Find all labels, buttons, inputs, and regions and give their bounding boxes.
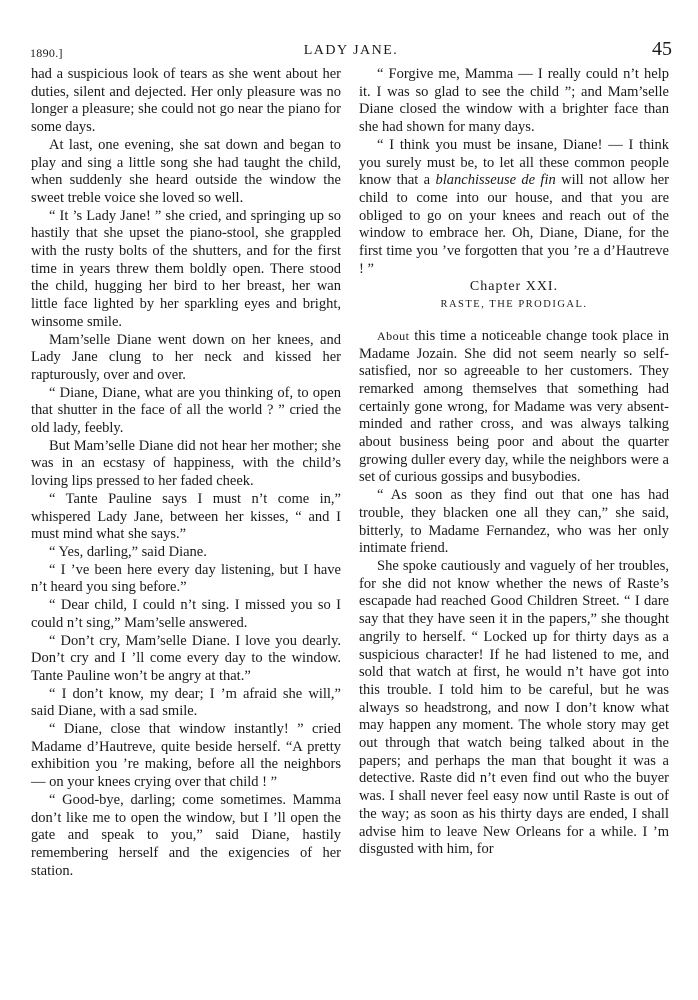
paragraph: “ Diane, close that window instantly! ” cried Madame d’Hautreve, quite beside herself. “A pretty exhibition you ’re making, before all the neighbors — on your knees crying over that child ! ” [31,721,341,791]
paragraph: “ Dear child, I could n’t sing. I missed you so I could n’t sing,” Mam’selle answered. [31,597,341,631]
paragraph: “ I ’ve been here every day listening, but I have n’t heard you sing before.” [31,561,341,596]
header-title: LADY JANE. [303,43,399,58]
left-column [31,66,341,880]
paragraph: Mam’selle Diane went down on her knees, and Lady Jane clung to her neck and kissed her rapturously, over and over. [31,331,341,383]
paragraph: had a suspicious look of tears as she went about her duties, silent and dejected. Her only pleasure was no longer a pleasure; she could not go near the piano for some days. [31,66,341,136]
text-run: “ I think you must be insane, Diane! — I think you surely must be, to let all these common people know that a [359,136,669,189]
paragraph: “ Forgive me, Mamma — I really could n’t help it. I was so glad to see the child ”; and Mam’selle Diane closed the window with a brighter face than she had shown for many days. [359,66,669,136]
chapter-subtitle: RASTE, THE PRODIGAL. [440,299,588,311]
paragraph: “ Tante Pauline says I must n’t come in,” whispered Lady Jane, between her kisses, “ and I must mind what she says.” [31,490,341,543]
paragraph: “ Diane, Diane, what are you thinking of, to open that shutter in the face of all the world ? ” cried the old lady, feebly. [31,384,341,437]
chapter-heading: Chapter XXI. [469,279,559,295]
paragraph: “ Yes, darling,” said Diane. [49,543,207,560]
paragraph: “ As soon as they find out that one has had trouble, they blacken one all they can,” she said, bitterly, to Madame Fernandez, who was her only intimate friend. [359,487,669,557]
chapter-first-paragraph [359,328,669,487]
page-number: 45 [652,38,672,60]
paragraph: At last, one evening, she sat down and began to play and sing a little song she had taught the child, when suddenly she heard outside the window the sweet treble voice she loved so well. [31,136,341,206]
running-header [30,38,672,64]
right-column [359,66,669,859]
text-run: this time a noticeable change took place in Madame Jozain. She did not seem nearly so self-satisfied, nor so agreeable to her customers. They remarked among themselves that something had certainly gone wrong, for Madame was very absent-minded and rather cross, and was always talking about business being poor and about the quarter growing duller every day, while the neighbors were a set of curious gossips and busybodies. [359,327,669,486]
paragraph: “ Good-bye, darling; come sometimes. Mamma don’t like me to open the window, but I ’ll open the gate and speak to you,” said Diane, hastily remembering herself and the exigencies of her station. [31,791,341,879]
italic-phrase: blanchisseuse de fin [435,172,556,189]
paragraph: “ It ’s Lady Jane! ” she cried, and springing up so hastily that she upset the piano-stool, she grappled with the rusty bolts of the shutters, and for the first time in years threw them boldly open. There stood the child, hugging her bird to her breast, her wan little face lighted by her sparkling eyes and bright, winsome smile. [31,207,341,330]
paragraph: “ Don’t cry, Mam’selle Diane. I love you dearly. Don’t cry and I ’ll come every day to the window. Tante Pauline won’t be angry at that.” [31,632,341,684]
header-date: 1890.] [30,46,63,60]
paragraph: But Mam’selle Diane did not hear her mother; she was in an ecstasy of happiness, with the child’s loving lips pressed to her faded cheek. [31,437,341,490]
paragraph: She spoke cautiously and vaguely of her troubles, for she did not know whether the news of Raste’s escapade had reached Good Children Street. “ I dare say that they have seen it in the papers,” she thought angrily to herself. “ Locked up for thirty days as a suspicious character! If he had listened to me, and sold that watch at first, he would n’t have got into this trouble. I told him to be careful, but he was always so headstrong, and now I don’t know what may happen any moment. The whole story may get out through that watch being talked about in the papers; and perhaps the man that bought it was a detective. Raste did n’t even find out who the buyer was. I shall never feel easy now until Raste is out of the way; as soon as his thirty days are ended, I shall advise him to leave New Orleans for a while. I ’m disgusted with him, for [359,557,669,858]
text-run: will not allow her child to come into our house, and that you are obliged to go on your knees and reach out of the window to embrace her. Oh, Diane, Diane, for the first time you ’ve forgotten that you ’re a d’Hautreve ! ” [359,172,669,277]
paragraph-insane [359,137,669,279]
paragraph: “ I don’t know, my dear; I ’m afraid she will,” said Diane, with a sad smile. [31,685,341,720]
small-caps-lead: About [377,328,410,343]
